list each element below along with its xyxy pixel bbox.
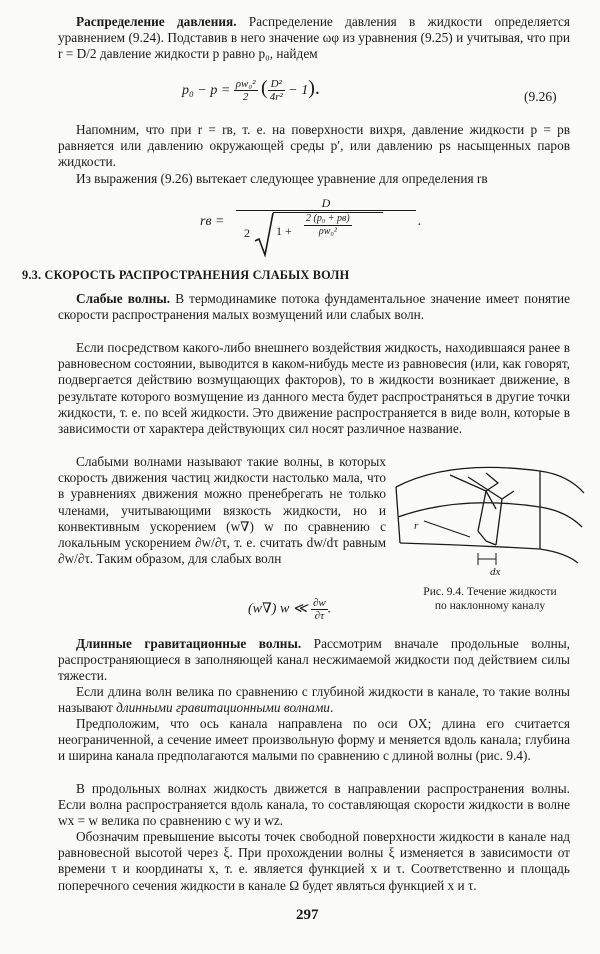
figure-inclined-channel [390,447,586,579]
paragraph-weak-waves: Слабые волны. В термодинамике потока фундаментальное значение имеет понятие скорости распространения малых возмущений или слабых волн. [58,291,570,323]
fraction: $\frac{\partial w}{\partial\tau}$ [312,597,326,622]
paragraph-external-action: Если посредством какого-либо внешнего воздействия жидкость, находившаяся ранее в равновесном состоянии, выводится в каком-нибудь месте из равновесия (или, как говорят, подвергается действию возмущающих факторов), то в жидкости возникает движение, в результате которого возмущение из данного места будет распространяться в другие точки жидкости, т. е. по всей жидкости. Это движение распространяется в виде волн, которые в зависимости от характера действующих сил носят различное название. [58,340,570,437]
paragraph-pressure-distribution: Распределение давления. Распределение давления в жидкости определяется уравнением (9.24). Подставив в него значение ωφ из уравнения (9.25) и учитывая, что при r = D/2 давление жидкости p равно p₀, найдем [58,14,570,62]
paragraph-longitudinal-waves: В продольных волнах жидкость движется в направлении распространения волны. Если волна распространяется вдоль канала, то составляющая скорости жидкости в волне wx = w велика по сравнению с wy и wz. [58,781,570,829]
paragraph-heading: Слабые волны. [76,291,171,306]
paragraph-weak-wave-definition: Слабыми волнами называют такие волны, в которых скорость движения частиц жидкости настолько мала, что в уравнениях движения можно пренебрегать не только членами, учитывающими вязкость жидкости, но и конвективным ускорением (w∇) w по сравнению с локальным ускорением ∂w/∂τ, т. е. считать dw/dτ равным ∂w/∂τ. Таким образом, для слабых волн [58,454,386,567]
square-root-sign [254,211,274,257]
figure-caption: Рис. 9.4. Течение жидкости по наклонному каналу [423,586,557,612]
paragraph-free-surface: Обозначим превышение высоты точек свободной поверхности жидкости в канале над равновесной высотой через ξ. При прохождении волны ξ изменяется в зависимости от времени τ и координаты x, т. е. является функцией x и τ. Соответственно и площадь поперечного сечения жидкости в канале Ω будет являться функцией x и τ. [58,829,570,893]
paragraph-long-wave-definition: Если длина волн велика по сравнению с глубиной жидкости в канале, то такие волны называют длинными гравитационными волнами. [58,684,570,716]
paragraph-reminder: Напомним, что при r = rв, т. е. на поверхности вихря, давление жидкости p = pв равняется или давлению окружающей среды p′, или давлению ps насыщенных паров жидкости. [58,122,570,170]
paragraph-channel-axis: Предположим, что ось канала направлена по оси OX; длина его считается неограниченной, а сечение имеет произвольную форму и меняется вдоль канала; глубина и ширина канала предполагаются малыми по сравнению с длиной волны (рис. 9.4). [58,716,570,764]
equation-vortex-radius: rв = D 2 1 + 2 (p₀ + pв) ρw₀² . [200,196,440,258]
fraction: $\frac{\text{D²}}{\text{4r²}}$ [269,78,283,104]
paragraph-from-expression: Из выражения (9.26) вытекает следующее уравнение для определения rв [76,171,488,186]
page-number: 297 [296,907,319,923]
fraction: $\frac{\text{ρw₀²}}{2}$ [235,78,256,104]
paragraph-heading: Длинные гравитационные волны. [76,636,302,651]
paragraph-long-gravity-waves: Длинные гравитационные волны. Рассмотрим вначале продольные волны, распространяющиеся в заполняющей канал несжимаемой жидкости под действием силы тяжести. [58,636,570,684]
equation-9-26: p₀ − p = $\frac{\text{ρw₀²}}{2}$ ( $\frac{\text{D²}}{\text{4r²}}$ − 1). [182,77,320,104]
paragraph-heading: Распределение давления. [76,14,237,29]
section-heading: 9.3. СКОРОСТЬ РАСПРОСТРАНЕНИЯ СЛАБЫХ ВОЛН [22,268,350,282]
equation-number: (9.26) [524,89,557,104]
equation-weak-wave-condition: (w∇) w ≪ $\frac{\partial w}{\partial\tau}$ . [248,597,332,622]
italic-term: длинными гравитационными волнами [116,700,330,716]
fraction: 2 (p₀ + pв) ρw₀² [306,213,350,237]
figure-label-r: r [414,520,419,532]
figure-label-dx: dx [490,566,501,578]
